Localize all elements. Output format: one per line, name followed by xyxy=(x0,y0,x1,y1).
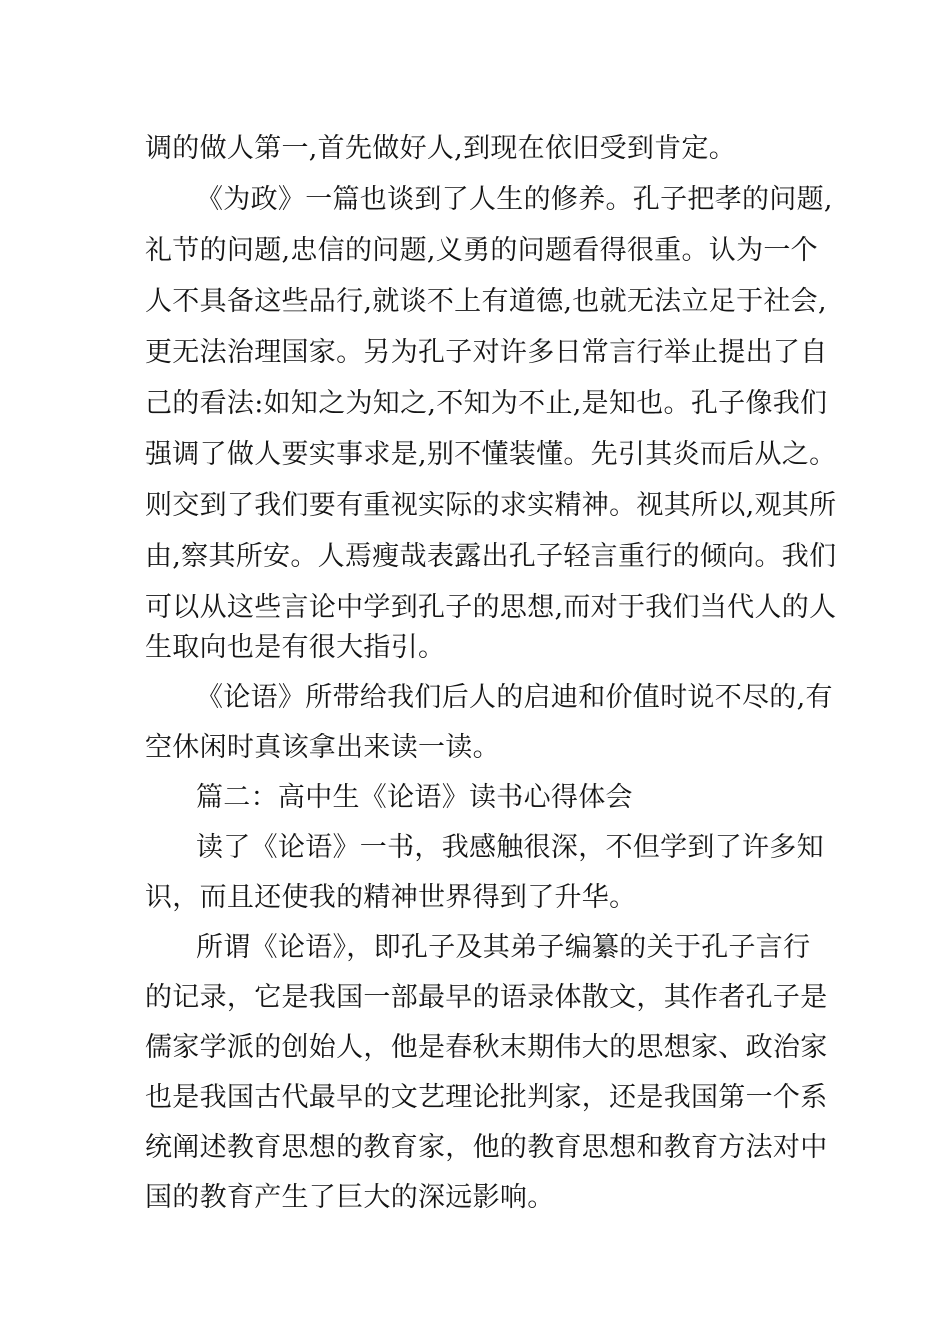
text-line-4: 人不具备这些品行,就谈不上有道德,也就无法立足于社会, xyxy=(145,286,827,317)
text-line-2: 《为政》一篇也谈到了人生的修养。孔子把孝的问题, xyxy=(196,184,833,215)
text-line-16: 识，而且还使我的精神世界得到了升华。 xyxy=(145,882,637,913)
text-line-5: 更无法治理国家。另为孔子对许多日常言行举止提出了自 xyxy=(145,337,828,368)
text-line-1: 调的做人第一,首先做好人,到现在依旧受到肯定。 xyxy=(145,133,737,164)
text-line-11: 生取向也是有很大指引。 xyxy=(145,632,446,663)
text-line-12: 《论语》所带给我们后人的启迪和价值时说不尽的,有 xyxy=(196,682,833,713)
text-line-17: 所谓《论语》，即孔子及其弟子编纂的关于孔子言行 xyxy=(196,932,811,963)
text-line-8: 则交到了我们要有重视实际的求实精神。视其所以,观其所 xyxy=(145,490,837,521)
text-line-9: 由,察其所安。人焉瘦哉表露出孔子轻言重行的倾向。我们 xyxy=(145,541,837,572)
text-line-6: 己的看法:如知之为知之,不知为不止,是知也。孔子像我们 xyxy=(145,388,828,419)
text-line-21: 统阐述教育思想的教育家，他的教育思想和教育方法对中 xyxy=(145,1132,828,1163)
text-line-22: 国的教育产生了巨大的深远影响。 xyxy=(145,1182,555,1213)
text-line-15: 读了《论语》一书，我感触很深，不但学到了许多知 xyxy=(196,832,824,863)
text-line-13: 空休闲时真该拿出来读一读。 xyxy=(145,732,500,763)
text-line-20: 也是我国古代最早的文艺理论批判家，还是我国第一个系 xyxy=(145,1082,828,1113)
text-line-18: 的记录，它是我国一部最早的语录体散文，其作者孔子是 xyxy=(145,982,828,1013)
text-line-7: 强调了做人要实事求是,别不懂装懂。先引其炎而后从之。 xyxy=(145,439,837,470)
section-heading: 篇二：高中生《论语》读书心得体会 xyxy=(196,782,633,813)
text-line-3: 礼节的问题,忠信的问题,义勇的问题看得很重。认为一个 xyxy=(145,235,818,266)
text-line-19: 儒家学派的创始人，他是春秋末期伟大的思想家、政治家 xyxy=(145,1032,828,1063)
text-line-10: 可以从这些言论中学到孔子的思想,而对于我们当代人的人 xyxy=(145,592,837,623)
